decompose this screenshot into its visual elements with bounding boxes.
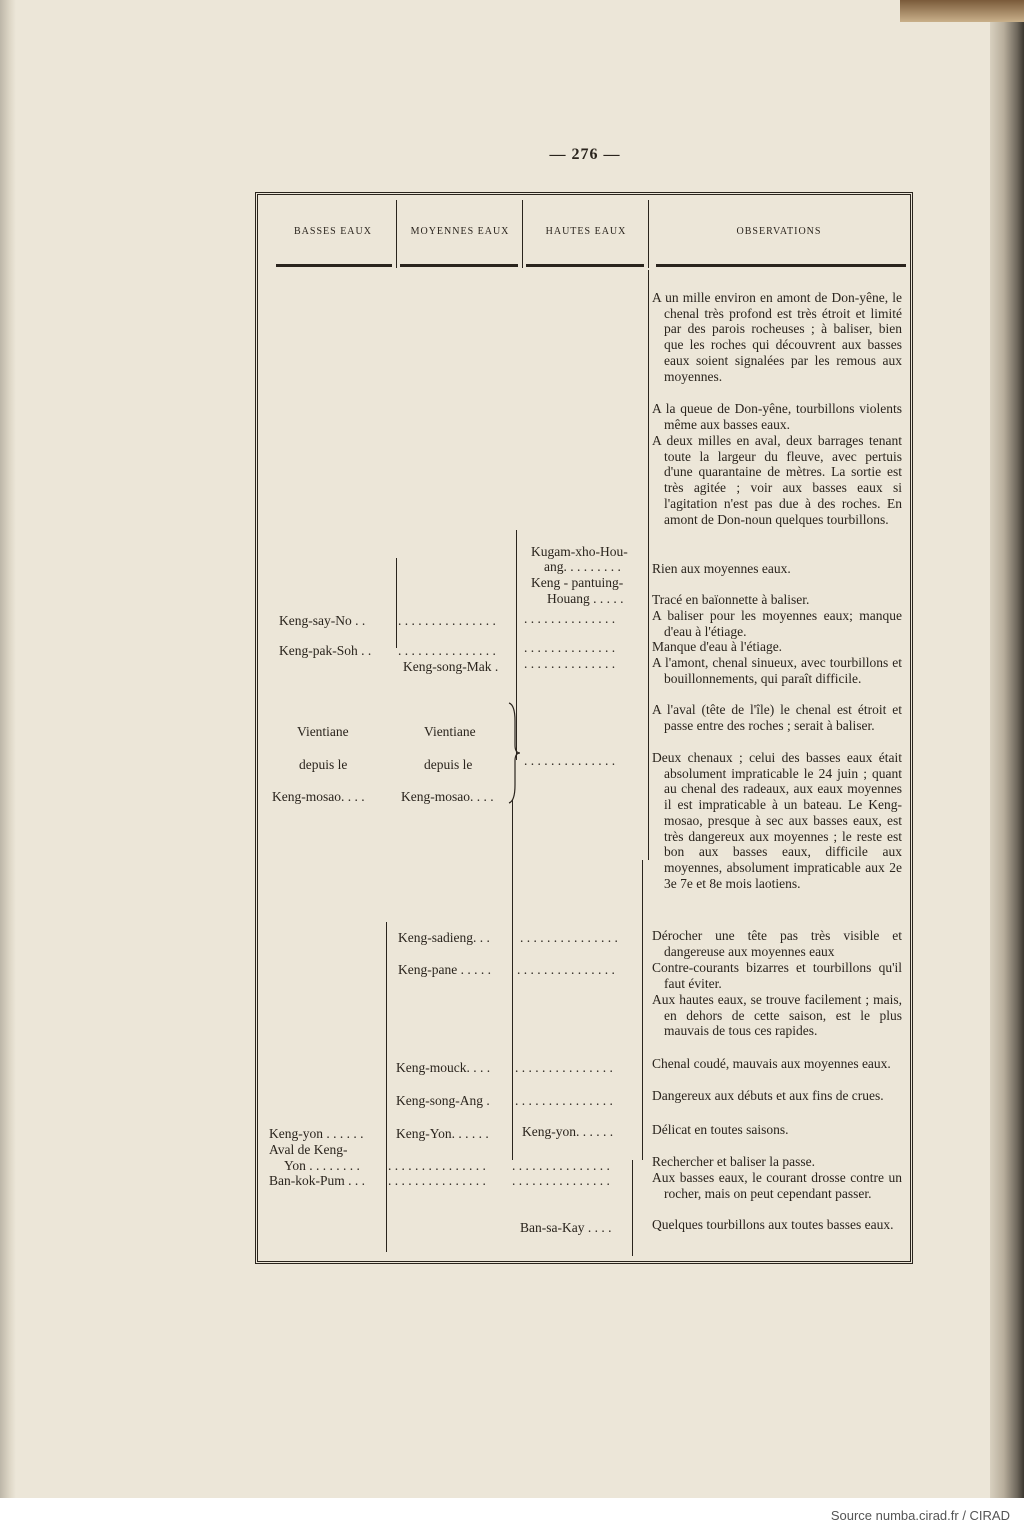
observation-text: A l'amont, chenal sinueux, avec tourbillons et bouillonnements, qui paraît difficile. (652, 655, 902, 686)
basses-entry: Yon . . . . . . . . (284, 1158, 360, 1173)
grouping-brace (507, 701, 521, 805)
observation-cell (652, 1122, 902, 1138)
header-observations: OBSERVATIONS (736, 226, 822, 237)
hautes-entry: ang. . . . . . . . . (544, 559, 621, 574)
observation-text: Chenal coudé, mauvais aux moyennes eaux. (652, 1056, 891, 1071)
source-credit: Source numba.cirad.fr / CIRAD (830, 1508, 1010, 1523)
observation-text: A baliser pour les moyennes eaux; manque d'eau à l'étiage. (652, 608, 902, 639)
observation-text: A un mille environ en amont de Don-yêne, le chenal très profond est très étroit et limité par des parois rocheuses ; à baliser, bien que les roches qui découvrent aux basses eaux soient signalées par les remous aux moyennes. (652, 290, 902, 384)
header-rule (526, 264, 644, 267)
observation-cell (652, 401, 902, 432)
hautes-entry: Kugam-xho-Hou- (531, 544, 628, 559)
hautes-entry: Houang . . . . . (547, 591, 624, 606)
observation-cell (652, 702, 902, 733)
hautes-entry: . . . . . . . . . . . . . . (524, 611, 616, 626)
basses-entry: Vientiane (297, 724, 349, 739)
observation-cell (652, 1170, 902, 1201)
observation-cell (652, 992, 902, 1039)
hautes-entry: Keng-yon. . . . . . (522, 1124, 614, 1139)
column-divider (648, 270, 649, 860)
moyennes-entry: Keng-pane . . . . . (398, 962, 491, 977)
moyennes-entry: . . . . . . . . . . . . . . . (398, 613, 496, 628)
observation-text: A la queue de Don-yêne, tourbillons violents même aux basses eaux. (652, 401, 902, 432)
hautes-entry: . . . . . . . . . . . . . . (524, 656, 616, 671)
basses-entry: Aval de Keng- (269, 1142, 348, 1157)
observation-cell (652, 639, 902, 655)
observation-cell (652, 750, 902, 891)
observation-text: Quelques tourbillons aux toutes basses eaux. (652, 1217, 894, 1232)
observation-cell (652, 433, 902, 527)
observation-cell (652, 1088, 902, 1104)
basses-entry: Keng-say-No . . (279, 613, 366, 628)
basses-entry: Keng-mosao. . . . (272, 789, 365, 804)
moyennes-entry: Keng-sadieng. . . (398, 930, 490, 945)
column-divider (396, 200, 397, 268)
page-binding-left (0, 0, 16, 1498)
basses-entry: Keng-pak-Soh . . (279, 643, 372, 658)
observation-text: A deux milles en aval, deux barrages tenant toute la largeur du fleuve, avec pertuis d'une quarantaine de mètres. La sortie est très agitée ; voir aux basses eaux si l'agitation n'est pas due à des roches. En amont de Don-noun quelques tourbillons. (652, 433, 902, 527)
observation-text: Rien aux moyennes eaux. (652, 561, 791, 576)
page-edge-right (990, 0, 1024, 1498)
observation-cell (652, 960, 902, 991)
basses-entry: Ban-kok-Pum . . . (269, 1173, 365, 1188)
observation-cell (652, 928, 902, 959)
hautes-entry: . . . . . . . . . . . . . . . (517, 962, 615, 977)
column-divider (648, 200, 649, 268)
moyennes-entry: Keng-Yon. . . . . . (396, 1126, 489, 1141)
hautes-entry: Keng - pantuing- (531, 575, 624, 590)
moyennes-entry: Vientiane (424, 724, 476, 739)
hautes-entry: . . . . . . . . . . . . . . . (512, 1158, 610, 1173)
observation-cell (652, 608, 902, 639)
column-divider (396, 558, 397, 648)
observation-text: A l'aval (tête de l'île) le chenal est étroit et passe entre des roches ; serait à baliser. (652, 702, 902, 733)
column-divider (386, 922, 387, 1252)
column-divider (632, 1160, 633, 1256)
observation-text: Manque d'eau à l'étiage. (652, 639, 783, 654)
header-moyennes-eaux: MOYENNES EAUX (410, 226, 510, 237)
observation-text: Rechercher et baliser la passe. (652, 1154, 816, 1169)
moyennes-entry: Keng-mouck. . . . (396, 1060, 491, 1075)
column-divider (512, 800, 513, 1160)
header-rule (656, 264, 906, 267)
observation-cell (652, 290, 902, 384)
moyennes-entry: . . . . . . . . . . . . . . . (388, 1173, 486, 1188)
book-cover-strip (900, 0, 1024, 22)
basses-entry: Keng-yon . . . . . . (269, 1126, 364, 1141)
basses-entry: depuis le (299, 757, 348, 772)
observation-text: Délicat en toutes saisons. (652, 1122, 789, 1137)
observation-cell (652, 561, 902, 577)
hautes-entry: . . . . . . . . . . . . . . (524, 753, 616, 768)
page-number: — 276 — (549, 146, 621, 163)
column-divider (642, 860, 643, 1160)
observation-text: Aux basses eaux, le courant drosse contre un rocher, mais on peut cependant passer. (652, 1170, 902, 1201)
observation-text: Contre-courants bizarres et tourbillons qu'il faut éviter. (652, 960, 902, 991)
hautes-entry: . . . . . . . . . . . . . . . (515, 1093, 613, 1108)
observation-cell (652, 592, 902, 608)
header-hautes-eaux: HAUTES EAUX (545, 226, 627, 237)
hautes-entry: . . . . . . . . . . . . . . (524, 640, 616, 655)
observation-text: Aux hautes eaux, se trouve facilement ; mais, en dehors de cette saison, est le plus mauvais de tous ces rapides. (652, 992, 902, 1039)
moyennes-entry: Keng-song-Mak . (403, 659, 499, 674)
header-rule (276, 264, 392, 267)
moyennes-entry: . . . . . . . . . . . . . . . (398, 643, 496, 658)
observation-text: Deux chenaux ; celui des basses eaux était absolument impraticable le 24 juin ; quant au chenal des radeaux, aux eaux moyennes il est impraticable à un bateau. Le Keng-mosao, presque à sec aux basses eaux, est très dangereux aux moyennes ; le reste est bon aux basses eaux, difficile aux moyennes, absolument impraticable aux 2e 3e 7e et 8e mois laotiens. (652, 750, 902, 891)
hautes-entry: . . . . . . . . . . . . . . . (512, 1173, 610, 1188)
hautes-entry: Ban-sa-Kay . . . . (520, 1220, 612, 1235)
observation-text: Dangereux aux débuts et aux fins de crues. (652, 1088, 884, 1103)
moyennes-entry: . . . . . . . . . . . . . . . (388, 1158, 486, 1173)
observation-text: Dérocher une tête pas très visible et dangereuse aux moyennes eaux (652, 928, 902, 959)
header-basses-eaux: BASSES EAUX (294, 226, 372, 237)
moyennes-entry: Keng-song-Ang . (396, 1093, 490, 1108)
observation-cell (652, 1154, 902, 1170)
observation-cell (652, 1056, 902, 1072)
moyennes-entry: Keng-mosao. . . . (401, 789, 494, 804)
observation-cell (652, 655, 902, 686)
moyennes-entry: depuis le (424, 757, 473, 772)
observation-text: Tracé en baïonnette à baliser. (652, 592, 810, 607)
hautes-entry: . . . . . . . . . . . . . . . (520, 930, 618, 945)
observation-cell (652, 1217, 902, 1233)
hautes-entry: . . . . . . . . . . . . . . . (515, 1060, 613, 1075)
column-divider (522, 200, 523, 268)
header-rule (400, 264, 518, 267)
